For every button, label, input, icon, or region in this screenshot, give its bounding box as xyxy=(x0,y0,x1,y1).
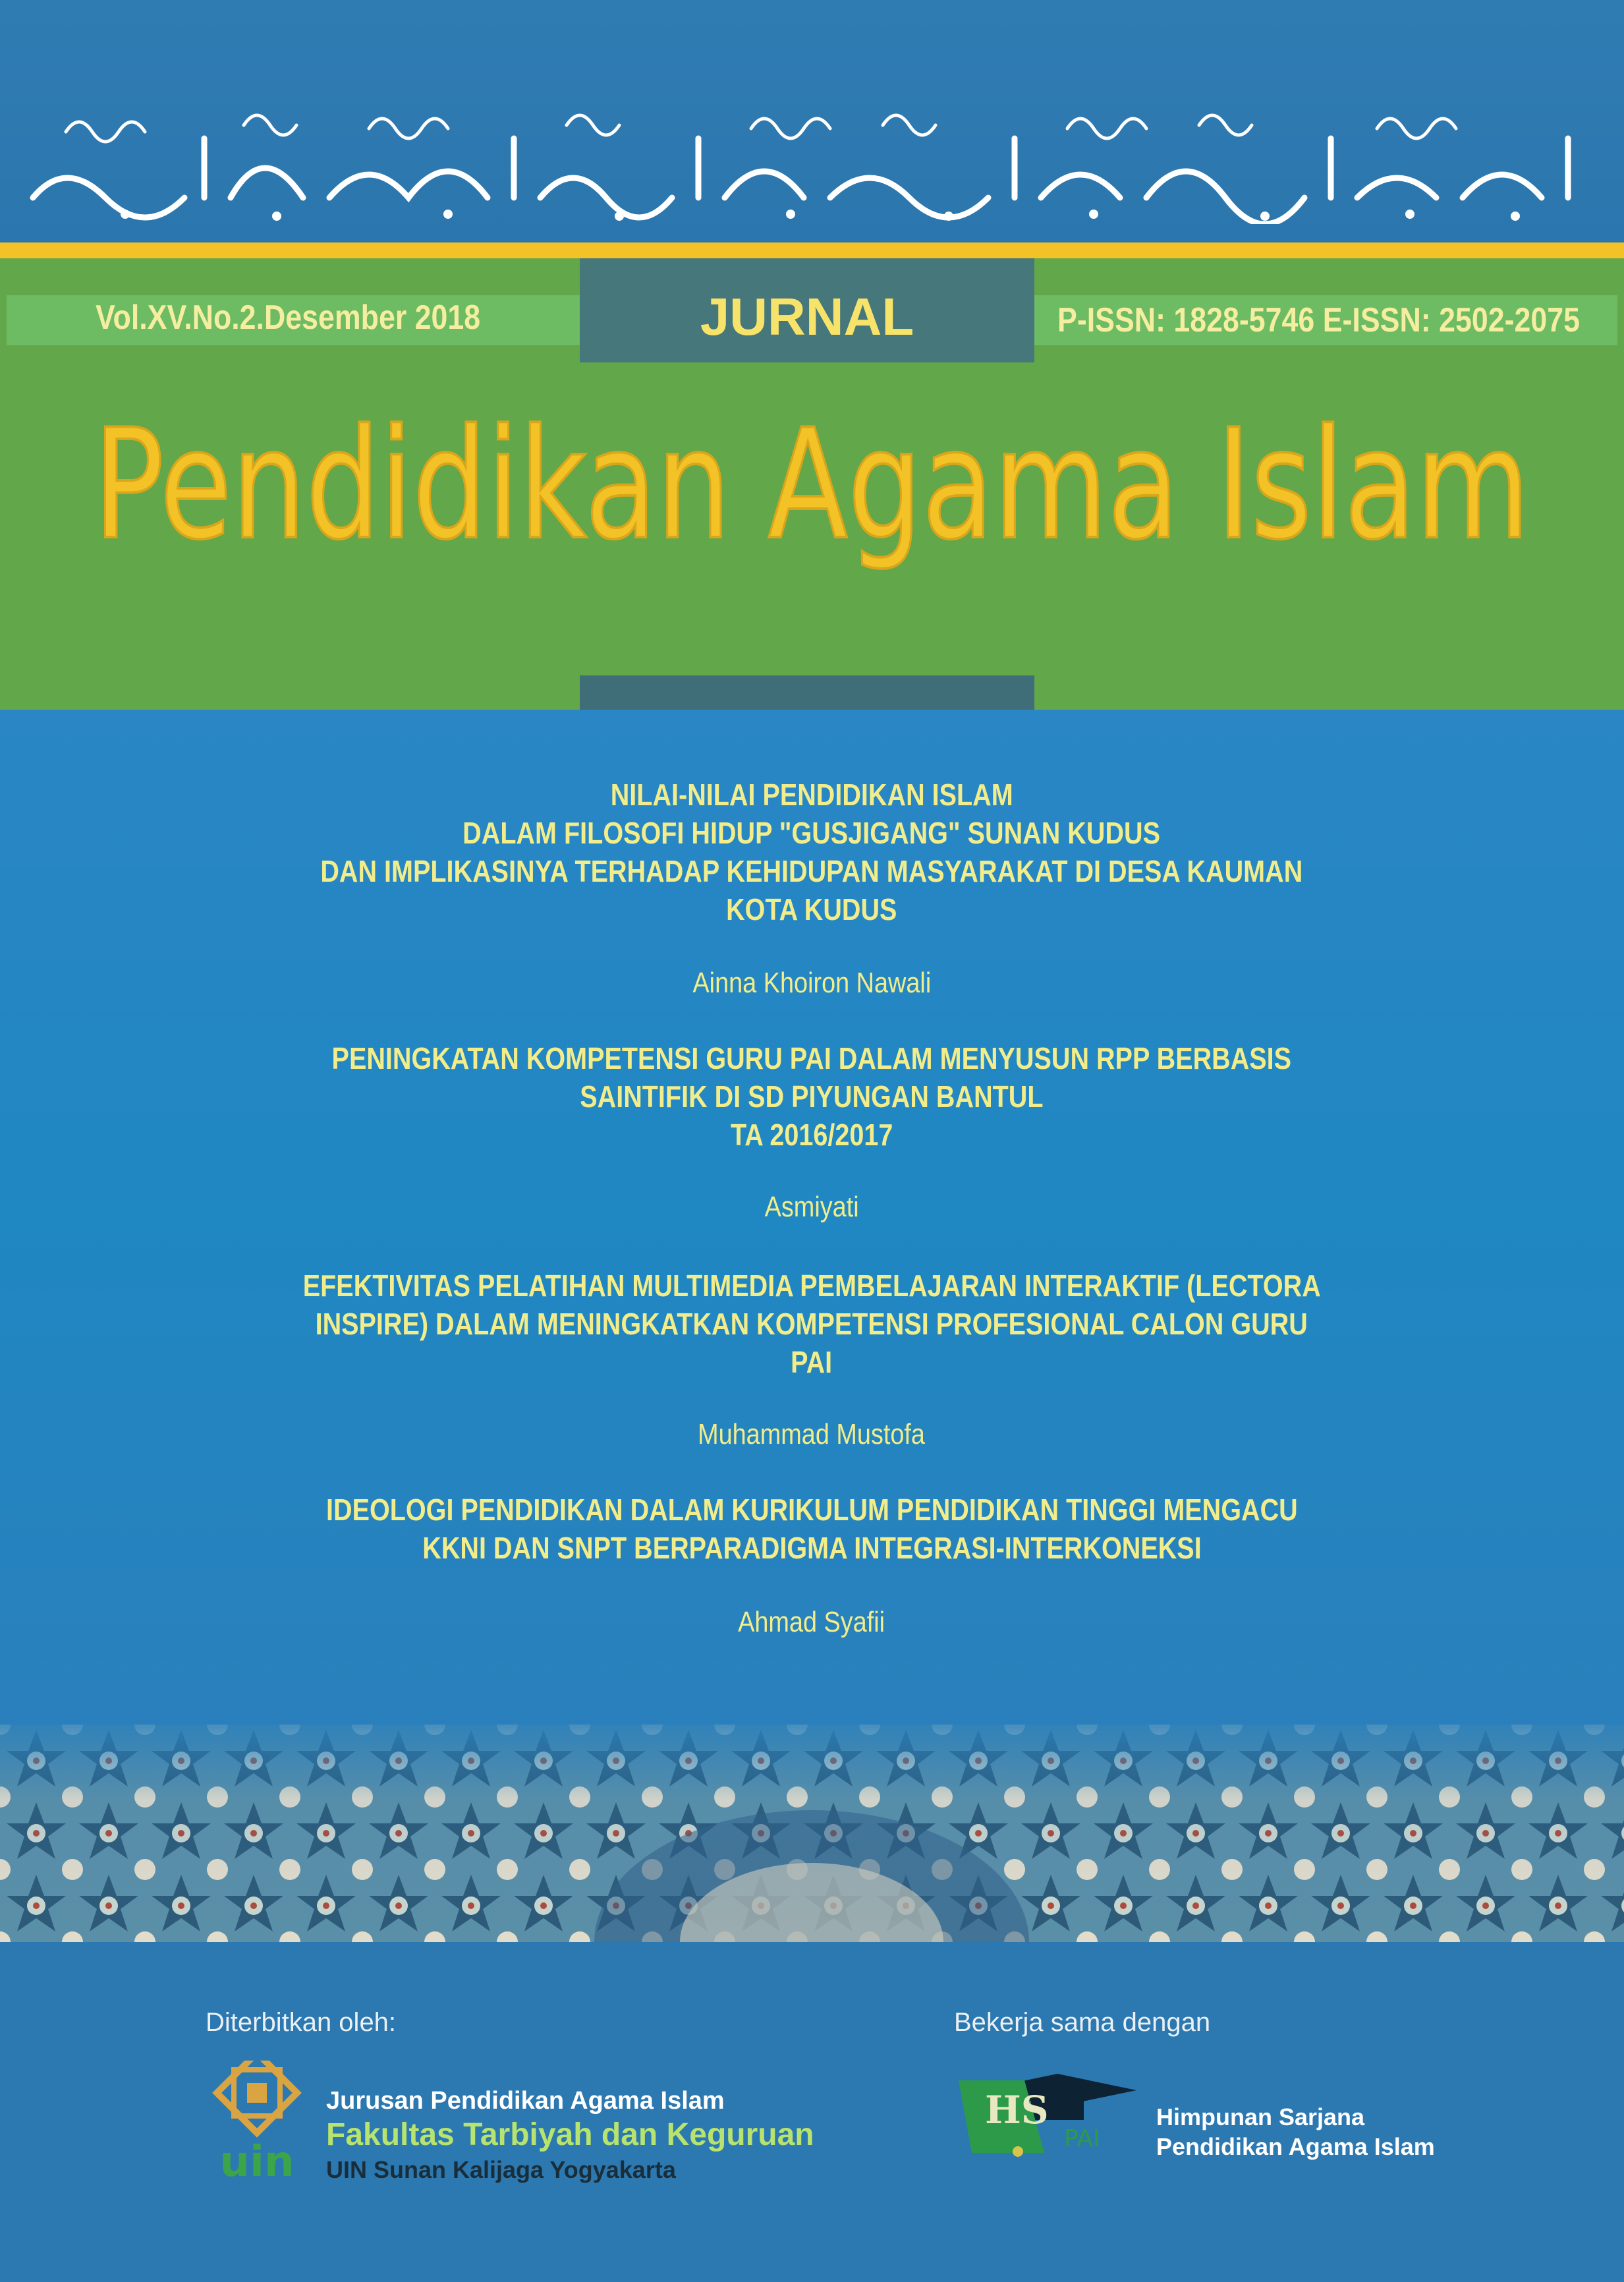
journal-title-text: Pendidikan Agama Islam xyxy=(94,397,1530,573)
masthead-tab xyxy=(580,675,1034,710)
uin-logo xyxy=(208,2061,306,2182)
article-title xyxy=(153,1267,1470,1381)
partner-name-line: Himpunan Sarjana xyxy=(1156,2103,1365,2130)
article-author: Asmiyati xyxy=(764,1191,859,1223)
footer xyxy=(0,1942,1624,2282)
article-list xyxy=(0,710,1624,1725)
article-title-line: DALAM FILOSOFI HIDUP "GUSJIGANG" SUNAN KUDUS xyxy=(462,816,1161,850)
article-title-line: KOTA KUDUS xyxy=(726,892,897,927)
journal-title xyxy=(0,376,1624,613)
article-title-line: NILAI-NILAI PENDIDIKAN ISLAM xyxy=(610,778,1013,812)
publisher-department: Jurusan Pendidikan Agama Islam xyxy=(326,2087,725,2115)
publisher-label: Diterbitkan oleh: xyxy=(206,2008,397,2037)
hspai-logo xyxy=(959,2061,1143,2159)
article-title-line: KKNI DAN SNPT BERPARADIGMA INTEGRASI-INTERKONEKSI xyxy=(422,1531,1202,1565)
article-author: Ainna Khoiron Nawali xyxy=(692,967,931,999)
article-title-line: DAN IMPLIKASINYA TERHADAP KEHIDUPAN MASYARAKAT DI DESA KAUMAN xyxy=(320,854,1303,888)
yellow-stripe xyxy=(0,242,1624,258)
partner-label: Bekerja sama dengan xyxy=(954,2008,1211,2037)
issn-info: P-ISSN: 1828-5746 E-ISSN: 2502-2075 xyxy=(1057,301,1580,339)
publisher-university: UIN Sunan Kalijaga Yogyakarta xyxy=(326,2156,676,2183)
article-title xyxy=(153,1491,1470,1567)
article-title-line: TA 2016/2017 xyxy=(730,1118,893,1152)
article-title-line: PENINGKATAN KOMPETENSI GURU PAI DALAM MENYUSUN RPP BERBASIS xyxy=(331,1041,1292,1075)
publisher-faculty: Fakultas Tarbiyah dan Keguruan xyxy=(326,2117,814,2152)
uin-logo-text: uin xyxy=(219,2138,294,2182)
article-title-line: PAI xyxy=(791,1345,833,1379)
article-title xyxy=(153,776,1470,928)
volume-info: Vol.XV.No.2.Desember 2018 xyxy=(96,299,481,337)
article-title xyxy=(153,1039,1470,1154)
mosaic-pattern xyxy=(0,1725,1624,1942)
jurnal-label: JURNAL xyxy=(700,287,914,346)
calligraphy-band xyxy=(0,0,1624,242)
uin-emblem-icon xyxy=(217,2061,297,2133)
article-title-line: SAINTIFIK DI SD PIYUNGAN BANTUL xyxy=(580,1079,1044,1114)
article-title-line: IDEOLOGI PENDIDIKAN DALAM KURIKULUM PENDIDIKAN TINGGI MENGACU xyxy=(325,1493,1298,1527)
hspai-logo-text: HS xyxy=(985,2088,1049,2132)
arabic-calligraphy-ornament xyxy=(26,99,1598,224)
article-title-line: INSPIRE) DALAM MENINGKATKAN KOMPETENSI PROFESIONAL CALON GURU xyxy=(315,1307,1308,1341)
article-author: Muhammad Mustofa xyxy=(698,1418,926,1450)
article-author: Ahmad Syafii xyxy=(738,1606,885,1638)
pai-logo-text: PAI xyxy=(1064,2125,1100,2152)
article-title-line: EFEKTIVITAS PELATIHAN MULTIMEDIA PEMBELAJARAN INTERAKTIF (LECTORA xyxy=(302,1269,1321,1303)
partner-name-line: Pendidikan Agama Islam xyxy=(1156,2133,1435,2160)
